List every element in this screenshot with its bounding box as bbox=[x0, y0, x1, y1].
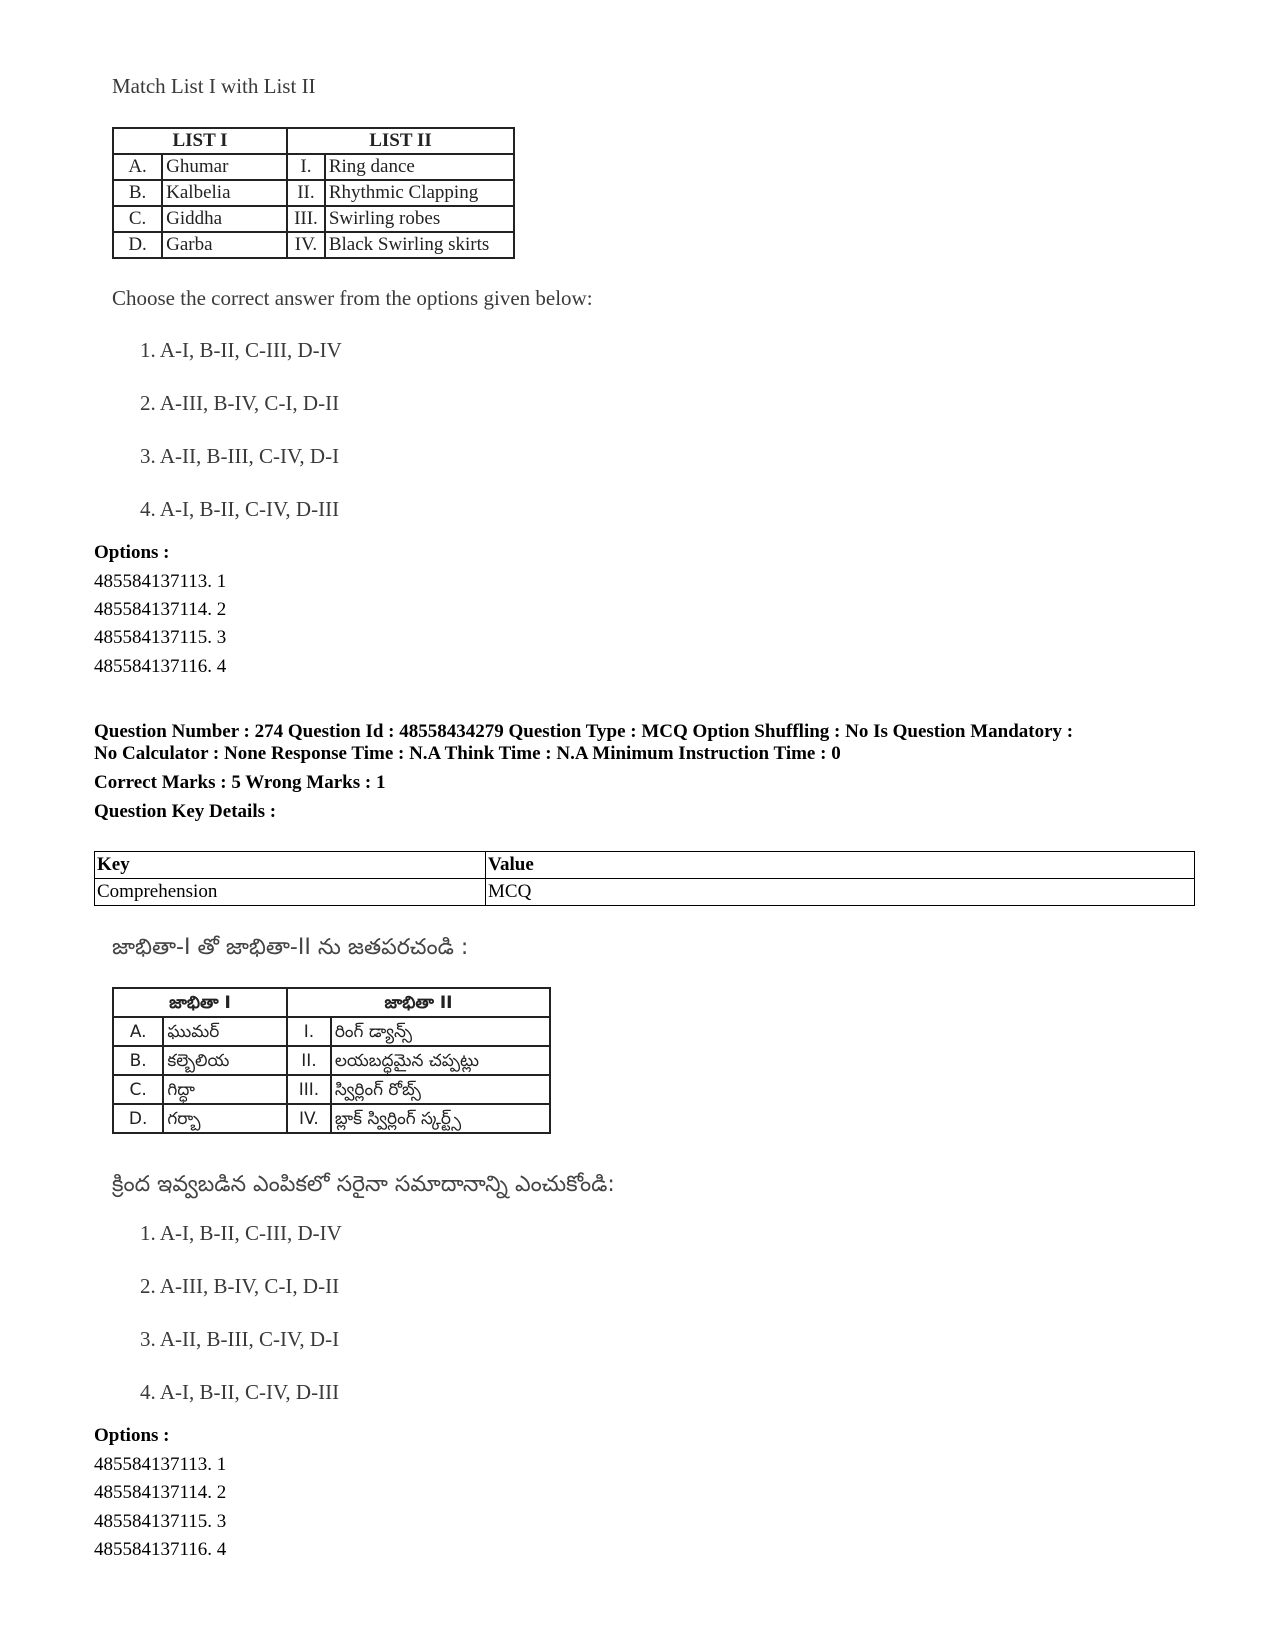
row-label: III. bbox=[287, 1075, 331, 1104]
q2-match-table bbox=[112, 987, 551, 1134]
q1-match-table bbox=[112, 127, 515, 259]
row-value: లయబద్ధమైన చప్పట్లు bbox=[331, 1046, 550, 1075]
table-row bbox=[113, 232, 514, 258]
row-value: ఘుమర్ bbox=[163, 1017, 287, 1046]
q2-meta-line2: No Calculator : None Response Time : N.A Think Time : N.A Minimum Instruction Time : 0 bbox=[94, 743, 841, 764]
q1-option-3: 485584137115. 3 bbox=[94, 627, 227, 648]
table-row bbox=[113, 1046, 550, 1075]
row-label: B. bbox=[113, 1046, 163, 1075]
row-label: III. bbox=[287, 206, 325, 232]
row-label: IV. bbox=[287, 1104, 331, 1133]
row-value: రింగ్ డ్యాన్స్ bbox=[331, 1017, 550, 1046]
row-value: Ring dance bbox=[325, 154, 514, 180]
row-value: Black Swirling skirts bbox=[325, 232, 514, 258]
row-value: Giddha bbox=[162, 206, 287, 232]
q2-choice-1: 1. A-I, B-II, C-III, D-IV bbox=[140, 1221, 342, 1245]
row-label: I. bbox=[287, 1017, 331, 1046]
q1-option-1: 485584137113. 1 bbox=[94, 571, 227, 592]
q1-choice-1: 1. A-I, B-II, C-III, D-IV bbox=[140, 338, 342, 362]
row-label: B. bbox=[113, 180, 162, 206]
row-value: కల్బెలియ bbox=[163, 1046, 287, 1075]
table-row bbox=[113, 1017, 550, 1046]
q2-instruction: జాభితా-I తో జాభితా-II ను జతపరచండి : bbox=[112, 935, 469, 960]
row-value: గర్బా bbox=[163, 1104, 287, 1133]
row-value: Garba bbox=[162, 232, 287, 258]
q1-header-list1: LIST I bbox=[113, 128, 287, 154]
q2-option-1: 485584137113. 1 bbox=[94, 1454, 227, 1475]
table-row bbox=[113, 1104, 550, 1133]
row-value: గిద్ధా bbox=[163, 1075, 287, 1104]
q1-choice-3: 3. A-II, B-III, C-IV, D-I bbox=[140, 444, 340, 468]
table-row bbox=[113, 180, 514, 206]
row-value: Swirling robes bbox=[325, 206, 514, 232]
table-row bbox=[113, 206, 514, 232]
q2-option-3: 485584137115. 3 bbox=[94, 1511, 227, 1532]
key-cell: Comprehension bbox=[95, 879, 486, 906]
row-label: I. bbox=[287, 154, 325, 180]
q1-instruction: Match List I with List II bbox=[112, 74, 316, 98]
q2-choose-text: క్రింద ఇవ్వబడిన ఎంపికలో సరైనా సమాదానాన్ని ఎంచుకోండి: bbox=[112, 1172, 615, 1197]
row-label: C. bbox=[113, 1075, 163, 1104]
q2-options-label: Options : bbox=[94, 1425, 170, 1446]
row-value: స్విర్లింగ్ రోబ్స్ bbox=[331, 1075, 550, 1104]
row-value: Kalbelia bbox=[162, 180, 287, 206]
row-label: II. bbox=[287, 180, 325, 206]
table-row bbox=[113, 1075, 550, 1104]
row-value: బ్లాక్ స్విర్లింగ్ స్కర్ట్స్ bbox=[331, 1104, 550, 1133]
row-label: D. bbox=[113, 232, 162, 258]
q1-option-2: 485584137114. 2 bbox=[94, 599, 227, 620]
q1-choice-2: 2. A-III, B-IV, C-I, D-II bbox=[140, 391, 340, 415]
q2-header-list1: జాభితా I bbox=[113, 988, 287, 1017]
q2-choice-3: 3. A-II, B-III, C-IV, D-I bbox=[140, 1327, 340, 1351]
q2-option-2: 485584137114. 2 bbox=[94, 1482, 227, 1503]
value-header: Value bbox=[486, 852, 1195, 879]
q2-header-list2: జాభితా II bbox=[287, 988, 550, 1017]
q1-options-label: Options : bbox=[94, 542, 170, 563]
q2-marks: Correct Marks : 5 Wrong Marks : 1 bbox=[94, 772, 386, 793]
q2-option-4: 485584137116. 4 bbox=[94, 1539, 227, 1560]
table-row bbox=[95, 879, 1195, 906]
q1-option-4: 485584137116. 4 bbox=[94, 656, 227, 677]
q2-key-details-label: Question Key Details : bbox=[94, 801, 277, 822]
table-row bbox=[113, 154, 514, 180]
row-label: D. bbox=[113, 1104, 163, 1133]
row-label: II. bbox=[287, 1046, 331, 1075]
q1-choose-text: Choose the correct answer from the options given below: bbox=[112, 286, 593, 310]
row-label: A. bbox=[113, 1017, 163, 1046]
row-label: A. bbox=[113, 154, 162, 180]
q1-choice-4: 4. A-I, B-II, C-IV, D-III bbox=[140, 497, 340, 521]
row-value: Rhythmic Clapping bbox=[325, 180, 514, 206]
value-cell: MCQ bbox=[486, 879, 1195, 906]
table-row bbox=[95, 852, 1195, 879]
row-label: C. bbox=[113, 206, 162, 232]
key-header: Key bbox=[95, 852, 486, 879]
q2-choice-2: 2. A-III, B-IV, C-I, D-II bbox=[140, 1274, 340, 1298]
q2-choice-4: 4. A-I, B-II, C-IV, D-III bbox=[140, 1380, 340, 1404]
q2-key-table bbox=[94, 851, 1195, 906]
row-value: Ghumar bbox=[162, 154, 287, 180]
row-label: IV. bbox=[287, 232, 325, 258]
q1-header-list2: LIST II bbox=[287, 128, 514, 154]
q2-meta-line1: Question Number : 274 Question Id : 48558434279 Question Type : MCQ Option Shuffling : No Is Question Mandatory : bbox=[94, 721, 1074, 742]
